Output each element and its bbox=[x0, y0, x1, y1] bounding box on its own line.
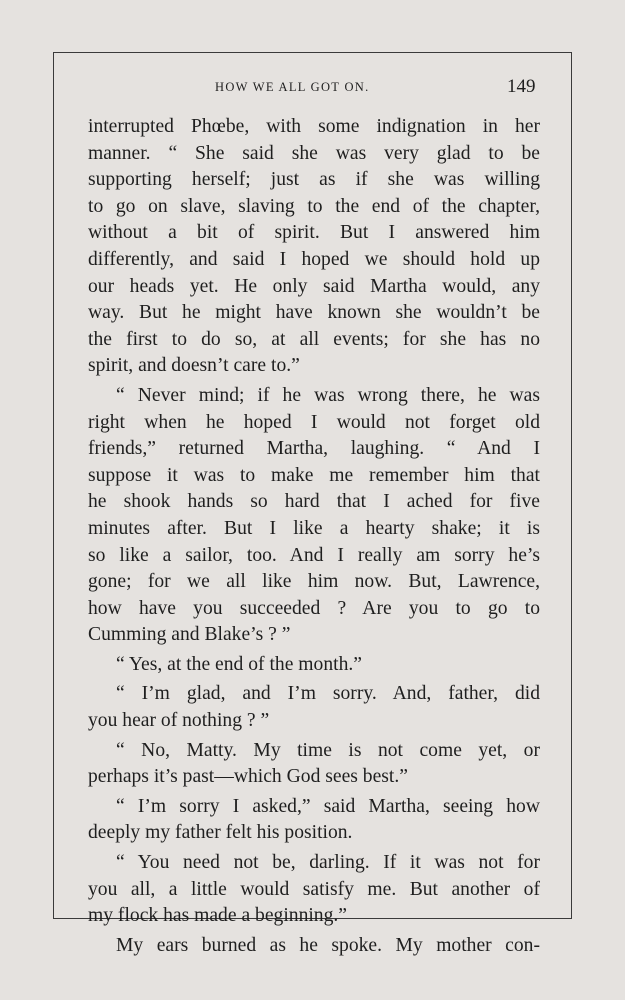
text-line: minutes after. But I like a hearty shake; it is bbox=[88, 517, 540, 539]
text-line: “ Never mind; if he was wrong there, he was bbox=[116, 384, 540, 406]
text-line: “ You need not be, darling. If it was not for bbox=[116, 852, 540, 874]
text-line: differently, and said I hoped we should hold up bbox=[88, 248, 540, 270]
text-line: “ No, Matty. My time is not come yet, or bbox=[116, 739, 540, 761]
text-line: Cumming and Blake’s ? ” bbox=[88, 624, 291, 646]
text-line: suppose it was to make me remember him that bbox=[88, 464, 540, 486]
text-line: our heads yet. He only said Martha would, any bbox=[88, 275, 540, 297]
text-line: way. But he might have known she wouldn’t be bbox=[88, 302, 540, 324]
text-line: you all, a little would satisfy me. But another of bbox=[88, 878, 540, 900]
text-line: right when he hoped I would not forget old bbox=[88, 411, 540, 433]
text-line: “ I’m glad, and I’m sorry. And, father, did bbox=[116, 683, 540, 705]
text-line: “ I’m sorry I asked,” said Martha, seeing how bbox=[116, 795, 540, 817]
page-header bbox=[0, 76, 625, 100]
page-number: 149 bbox=[507, 76, 536, 97]
text-line: to go on slave, slaving to the end of the chapter, bbox=[88, 195, 540, 217]
text-line: you hear of nothing ? ” bbox=[88, 710, 270, 732]
text-line: how have you succeeded ? Are you to go to bbox=[88, 597, 540, 619]
text-line: “ Yes, at the end of the month.” bbox=[116, 653, 362, 675]
text-line: gone; for we all like him now. But, Lawrence, bbox=[88, 571, 540, 593]
text-line: friends,” returned Martha, laughing. “ And I bbox=[88, 438, 540, 460]
text-line: so like a sailor, too. And I really am sorry he’s bbox=[88, 544, 540, 566]
text-line: the first to do so, at all events; for she has no bbox=[88, 328, 540, 350]
text-line: without a bit of spirit. But I answered him bbox=[88, 222, 540, 244]
text-line: supporting herself; just as if she was willing bbox=[88, 169, 540, 191]
text-line: My ears burned as he spoke. My mother con- bbox=[116, 934, 540, 956]
text-line: my flock has made a beginning.” bbox=[88, 905, 347, 927]
text-line: manner. “ She said she was very glad to be bbox=[88, 142, 540, 164]
text-line: spirit, and doesn’t care to.” bbox=[88, 355, 300, 377]
running-head: HOW WE ALL GOT ON. bbox=[215, 80, 370, 94]
text-line: he shook hands so hard that I ached for five bbox=[88, 491, 540, 513]
text-line: perhaps it’s past—which God sees best.” bbox=[88, 766, 408, 788]
body-text bbox=[88, 114, 540, 959]
text-line: deeply my father felt his position. bbox=[88, 822, 353, 844]
text-line: interrupted Phœbe, with some indignation in her bbox=[88, 116, 540, 137]
